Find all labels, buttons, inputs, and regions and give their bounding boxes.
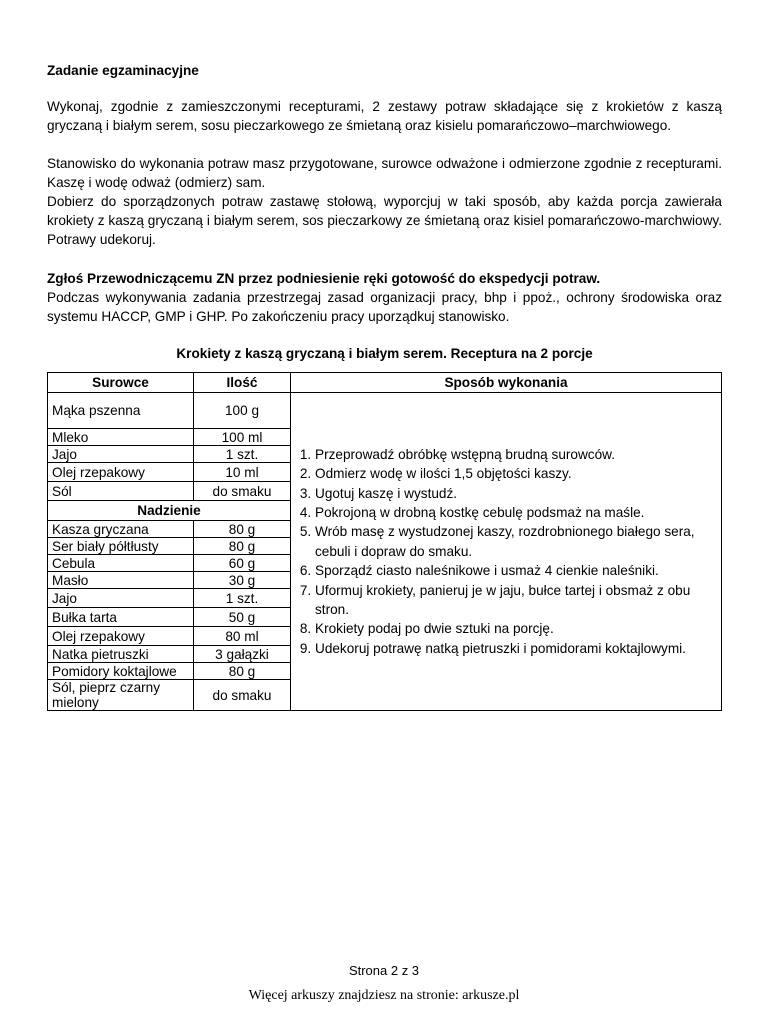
method-step: 7. Uformuj krokiety, panieruj je w jaju, bułce tartej i obsmaż z obu stron. [315,581,717,620]
ingredient-quantity: do smaku [194,680,291,711]
ingredient-row [48,393,722,429]
ingredient-quantity: 3 gałązki [194,646,291,663]
method-step: 3. Ugotuj kaszę i wystudź. [315,484,717,503]
method-cell [291,393,722,711]
ingredient-name: Pomidory koktajlowe [48,663,194,680]
paragraph-serving: Dobierz do sporządzonych potraw zastawę stołową, wyporcjuj w taki sposób, aby każda porcja zawierała krokiety z kaszą gryczaną i białym serem, sos pieczarkowy ze śmietaną oraz kisiel pomarańczowo-marchwiowy. Potrawy udekoruj. [47,194,722,247]
header-ingredients: Surowce [48,373,194,393]
ingredient-name: Mąka pszenna [48,393,194,429]
ingredient-quantity: 80 g [194,521,291,538]
ingredient-name: Jajo [48,446,194,463]
filling-label: Nadzienie [48,501,291,521]
ingredient-name: Olej rzepakowy [48,627,194,646]
ingredient-quantity: do smaku [194,482,291,501]
header-method: Sposób wykonania [291,373,722,393]
ingredient-name: Bułka tarta [48,608,194,627]
ingredient-name: Sól [48,482,194,501]
footer-link-text: Więcej arkuszy znajdziesz na stronie: arkusze.pl [248,988,520,1003]
ingredient-name: Jajo [48,589,194,608]
paragraph-station: Stanowisko do wykonania potraw masz przygotowane, surowce odważone i odmierzone zgodnie z recepturami. Kaszę i wodę odważ (odmierz) sam. [47,156,722,190]
method-step: 1. Przeprowadź obróbkę wstępną brudną surowców. [315,445,717,464]
method-step: 8. Krokiety podaj po dwie sztuki na porcję. [315,619,717,638]
method-step: 9. Udekoruj potrawę natką pietruszki i pomidorami koktajlowymi. [315,639,717,658]
recipe-header-row [48,373,722,393]
ingredient-name: Masło [48,572,194,589]
ingredient-quantity: 30 g [194,572,291,589]
method-step: 4. Pokrojoną w drobną kostkę cebulę podsmaż na maśle. [315,503,717,522]
ingredient-name: Cebula [48,555,194,572]
ingredient-quantity: 1 szt. [194,589,291,608]
heading: Zadanie egzaminacyjne [47,63,199,78]
method-step: 6. Sporządź ciasto naleśnikowe i usmaż 4 cienkie naleśniki. [315,561,717,580]
ingredient-name: Kasza gryczana [48,521,194,538]
ingredient-quantity: 80 g [194,538,291,555]
paragraph-task: Wykonaj, zgodnie z zamieszczonymi recepturami, 2 zestawy potraw składające się z krokietów z kaszą gryczaną i białym serem, sosu pieczarkowego ze śmietaną oraz kisielu pomarańczowo–marchwiowego. [47,99,722,133]
ingredient-quantity: 60 g [194,555,291,572]
method-step: 2. Odmierz wodę w ilości 1,5 objętości kaszy. [315,464,717,483]
recipe-table [47,372,722,711]
recipe-title: Krokiety z kaszą gryczaną i białym serem. Receptura na 2 porcje [176,346,593,361]
ingredient-quantity: 80 g [194,663,291,680]
header-quantity: Ilość [194,373,291,393]
ingredient-quantity: 80 ml [194,627,291,646]
method-steps [295,445,717,658]
method-step: 5. Wrób masę z wystudzonej kaszy, rozdrobnionego białego sera, cebuli i dopraw do smaku. [315,522,717,561]
ingredient-name: Ser biały półtłusty [48,538,194,555]
ingredient-name: Natka pietruszki [48,646,194,663]
ingredient-quantity: 50 g [194,608,291,627]
paragraph-rules: Podczas wykonywania zadania przestrzegaj zasad organizacji pracy, bhp i ppoż., ochrony środowiska oraz systemu HACCP, GMP i GHP. Po zakończeniu pracy uporządkuj stanowisko. [47,290,722,324]
page-number: Strona 2 z 3 [348,963,420,978]
ingredient-name: Mleko [48,429,194,446]
ingredient-quantity: 100 g [194,393,291,429]
ingredient-name: Sól, pieprz czarny mielony [48,680,194,711]
ingredient-quantity: 1 szt. [194,446,291,463]
paragraph-report: Zgłoś Przewodniczącemu ZN przez podniesienie ręki gotowość do ekspedycji potraw. [47,271,601,286]
ingredient-quantity: 100 ml [194,429,291,446]
ingredient-quantity: 10 ml [194,463,291,482]
ingredient-name: Olej rzepakowy [48,463,194,482]
